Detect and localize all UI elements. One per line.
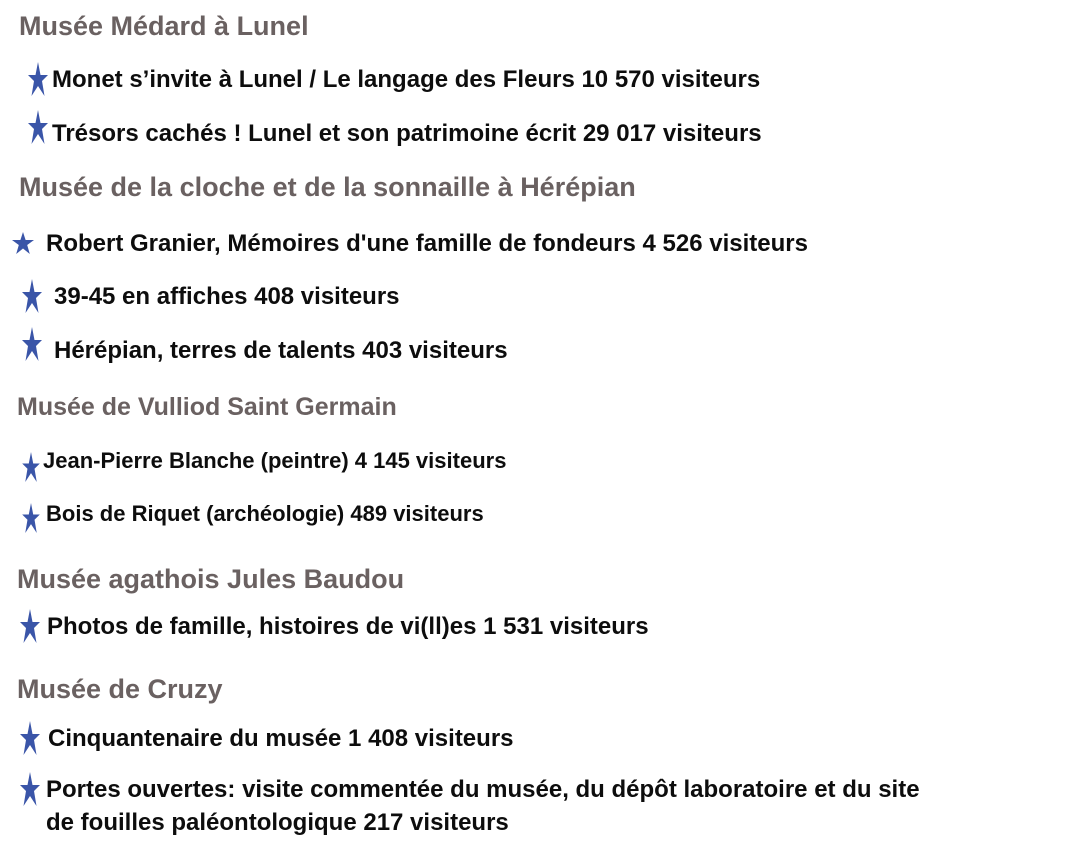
list-item bbox=[20, 611, 820, 645]
section-heading-cloche: Musée de la cloche et de la sonnaille à Hérépian bbox=[19, 172, 636, 202]
item-text: Jean-Pierre Blanche (peintre) 4 145 visiteurs bbox=[43, 448, 507, 473]
star-icon bbox=[20, 772, 40, 806]
item-text-continuation: de fouilles paléontologique 217 visiteurs bbox=[46, 809, 509, 836]
star-icon bbox=[20, 609, 40, 643]
item-text: Portes ouvertes: visite commentée du musée, du dépôt laboratoire et du site bbox=[46, 776, 920, 803]
item-text: Hérépian, terres de talents 403 visiteurs bbox=[54, 337, 508, 364]
star-icon bbox=[22, 452, 40, 482]
star-icon bbox=[12, 232, 34, 254]
item-text: Robert Granier, Mémoires d'une famille de fondeurs 4 526 visiteurs bbox=[46, 230, 808, 257]
list-item bbox=[28, 64, 928, 98]
star-icon bbox=[28, 62, 48, 96]
section-heading-agathois: Musée agathois Jules Baudou bbox=[17, 564, 405, 594]
star-icon bbox=[22, 279, 42, 313]
list-item bbox=[22, 281, 622, 315]
item-text: Monet s’invite à Lunel / Le langage des Fleurs 10 570 visiteurs bbox=[52, 66, 761, 93]
item-text: Bois de Riquet (archéologie) 489 visiteurs bbox=[46, 501, 484, 526]
star-icon bbox=[20, 721, 40, 755]
list-item bbox=[12, 228, 962, 262]
list-item bbox=[20, 774, 1080, 840]
item-text: 39-45 en affiches 408 visiteurs bbox=[54, 283, 400, 310]
section-heading-medard: Musée Médard à Lunel bbox=[19, 11, 309, 41]
list-item bbox=[22, 499, 622, 531]
list-item bbox=[22, 335, 622, 369]
section-heading-cruzy: Musée de Cruzy bbox=[17, 674, 223, 704]
star-icon bbox=[22, 503, 40, 533]
list-item bbox=[22, 446, 622, 478]
star-icon bbox=[22, 327, 42, 361]
star-icon bbox=[28, 110, 48, 144]
section-heading-vulliod: Musée de Vulliod Saint Germain bbox=[17, 393, 397, 421]
item-text: Trésors cachés ! Lunel et son patrimoine écrit 29 017 visiteurs bbox=[52, 120, 762, 147]
list-item bbox=[20, 723, 720, 757]
item-text: Cinquantenaire du musée 1 408 visiteurs bbox=[48, 725, 514, 752]
item-text: Photos de famille, histoires de vi(ll)es 1 531 visiteurs bbox=[47, 613, 649, 640]
list-item bbox=[28, 118, 928, 152]
